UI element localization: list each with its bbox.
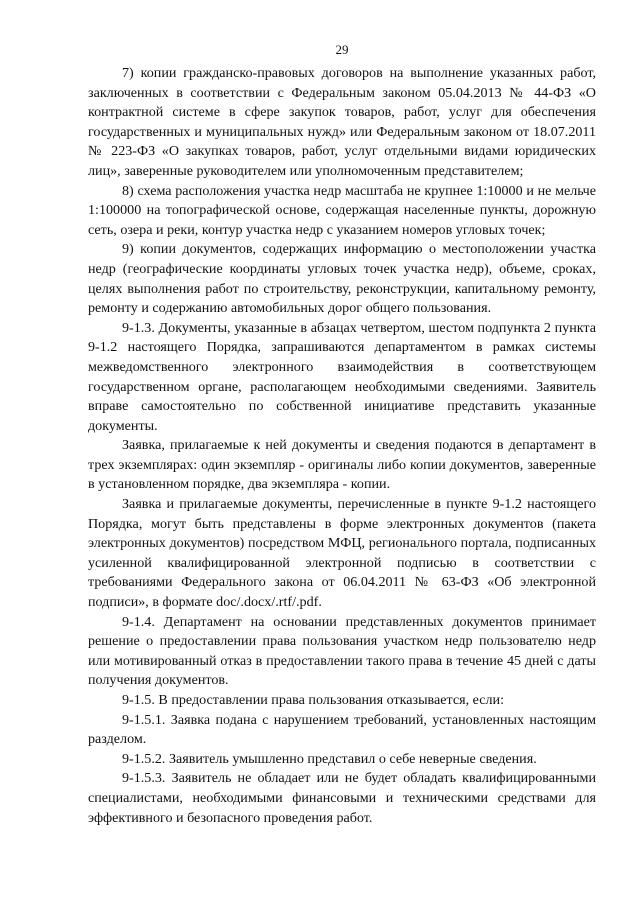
paragraph-9-1-3: 9-1.3. Документы, указанные в абзацах четвертом, шестом подпункта 2 пункта 9-1.2 настоящего Порядка, запрашиваются департаментом в рамках системы межведомственного электронного взаимодействия в соответствующем государственном органе, располагающем необходимыми сведениями. Заявитель вправе самостоятельно по собственной инициативе представить указанные документы.	[88, 319, 596, 434]
paragraph-electronic-submission: Заявка и прилагаемые документы, перечисленные в пункте 9-1.2 настоящего Порядка, могут быть представлены в форме электронных документов (пакета электронных документов) посредством МФЦ, регионального портала, подписанных усиленной квалифицированной электронной подписью в соответствии с требованиями Федерального закона от 06.04.2011 № 63-ФЗ «Об электронной подписи», в формате doc/.docx/.rtf/.pdf.	[88, 496, 596, 611]
page-number: 29	[335, 42, 349, 57]
paragraph-9-1-5-1: 9-1.5.1. Заявка подана с нарушением требований, установленных настоящим разделом.	[88, 711, 596, 748]
paragraph-item-9-location-docs: 9) копии документов, содержащих информацию о местоположении участка недр (географические координаты угловых точек участка недр), объеме, сроках, целях выполнения работ по строительству, реконструкции, капитальному ремонту, ремонту и содержанию автомобильных дорог общего пользования.	[88, 241, 596, 317]
paragraph-9-1-5-3: 9-1.5.3. Заявитель не обладает или не будет обладать квалифицированными специалистами, необходимыми финансовыми и техническими средствами для эффективного и безопасного проведения работ.	[88, 770, 596, 826]
paragraph-9-1-5: 9-1.5. В предоставлении права пользования отказывается, если:	[122, 692, 505, 708]
paragraph-9-1-5-2: 9-1.5.2. Заявитель умышленно представил о себе неверные сведения.	[122, 750, 537, 767]
paragraph-application-copies: Заявка, прилагаемые к ней документы и сведения подаются в департамент в трех экземплярах: один экземпляр - оригиналы либо копии документов, заверенные в установленном порядке, два экземпляра - копии.	[88, 437, 596, 493]
paragraph-item-8-site-scheme: 8) схема расположения участка недр масштаба не крупнее 1:10000 и не мельче 1:100000 на топографической основе, содержащая населенные пункты, дорожную сеть, озера и реки, контур участка недр с указанием номеров угловых точек;	[88, 182, 596, 238]
paragraph-item-7-contracts: 7) копии гражданско-правовых договоров на выполнение указанных работ, заключенных в соответствии с Федеральным законом 05.04.2013 № 44-ФЗ «О контрактной системе в сфере закупок товаров, работ, услуг для обеспечения государственных и муниципальных нужд» или Федеральным законом от 18.07.2011 № 223-ФЗ «О закупках товаров, работ, услуг отдельными видами юридических лиц», заверенные руководителем или уполномоченным представителем;	[88, 65, 596, 179]
paragraph-9-1-4: 9-1.4. Департамент на основании представленных документов принимает решение о предоставлении права пользования участком недр пользователю недр или мотивированный отказ в предоставлении такого права в течение 45 дней с даты получения документов.	[88, 613, 596, 689]
